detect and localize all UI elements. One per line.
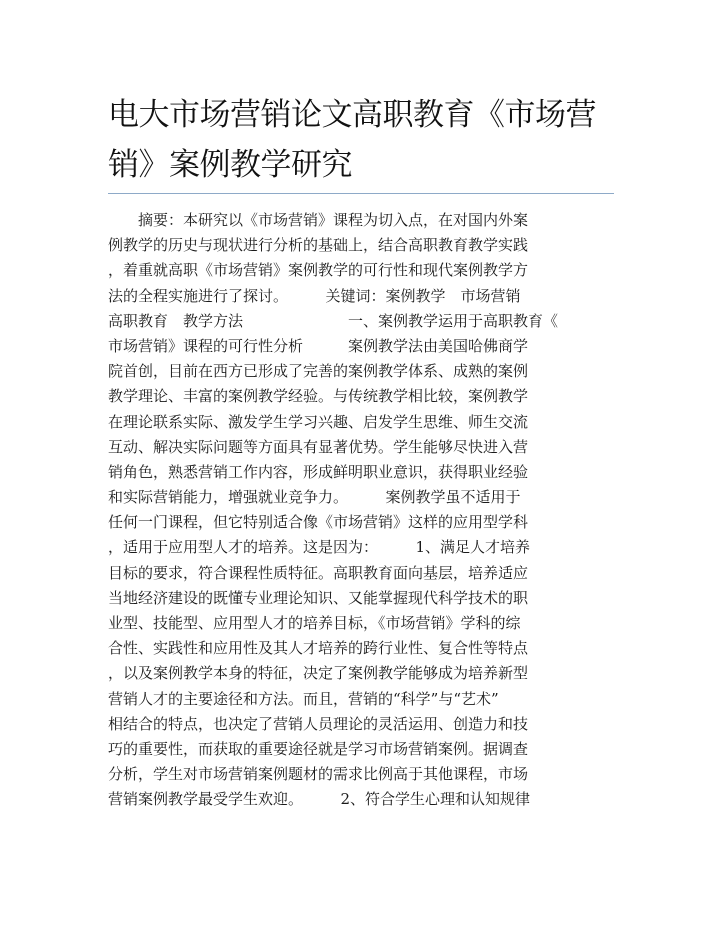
- body-line: 法的全程实施进行了探讨。 关键词：案例教学 市场营销: [108, 286, 521, 305]
- body-line: 摘要：本研究以《市场营销》课程为切入点，在对国内外案: [108, 211, 529, 229]
- body-line: ，着重就高职《市场营销》案例教学的可行性和现代案例教学方: [108, 261, 529, 280]
- body-line: 业型、技能型、应用型人才的培养目标，《市场营销》学科的综: [108, 614, 521, 632]
- body-line: 相结合的特点，也决定了营销人员理论的灵活运用、创造力和技: [108, 714, 529, 733]
- body-line: 任何一门课程，但它特别适合像《市场营销》这样的应用型学科: [108, 513, 529, 532]
- body-line: ，以及案例教学本身的特征，决定了案例教学能够成为培养新型: [108, 664, 529, 683]
- body-line: 教学理论、丰富的案例教学经验。与传统教学相比较，案例教学: [108, 387, 529, 406]
- body-line: 市场营销》课程的可行性分析 案例教学法由美国哈佛商学: [108, 336, 529, 355]
- body-line: 合性、实践性和应用性及其人才培养的跨行业性、复合性等特点: [108, 639, 529, 658]
- body-line: 分析，学生对市场营销案例题材的需求比例高于其他课程，市场: [108, 765, 529, 784]
- body-line: 院首创，目前在西方已形成了完善的案例教学体系、成熟的案例: [108, 362, 529, 381]
- title-line: 销》案例教学研究: [108, 147, 352, 183]
- title-line: 电大市场营销论文高职教育《市场营: [108, 97, 596, 133]
- title-divider: [108, 193, 614, 194]
- body-line: 例教学的历史与现状进行分析的基础上，结合高职教育教学实践: [108, 236, 529, 255]
- body-line: 销角色，熟悉营销工作内容，形成鲜明职业意识，获得职业经验: [108, 462, 529, 481]
- body-line: 目标的要求，符合课程性质特征。高职教育面向基层，培养适应: [108, 563, 529, 582]
- body-line: 巧的重要性，而获取的重要途径就是学习市场营销案例。据调查: [108, 739, 529, 758]
- body-line: 营销案例教学最受学生欢迎。 2、符合学生心理和认知规律: [108, 790, 531, 809]
- body-line: 在理论联系实际、激发学生学习兴趣、启发学生思维、师生交流: [108, 412, 529, 431]
- body-line: ，适用于应用型人才的培养。这是因为： 1、满足人才培养: [108, 538, 531, 557]
- document-body: [108, 208, 608, 813]
- document-title: [108, 90, 618, 190]
- body-line: 高职教育 教学方法 一、案例教学运用于高职教育《: [108, 311, 559, 330]
- body-line: 和实际营销能力，增强就业竞争力。 案例教学虽不适用于: [108, 488, 521, 507]
- body-line: 当地经济建设的既懂专业理论知识、又能掌握现代科学技术的职: [108, 588, 529, 607]
- body-line: 营销人才的主要途径和方法。而且，营销的“科学”与“艺术”: [108, 689, 499, 708]
- body-line: 互动、解决实际问题等方面具有显著优势。学生能够尽快进入营: [108, 437, 529, 456]
